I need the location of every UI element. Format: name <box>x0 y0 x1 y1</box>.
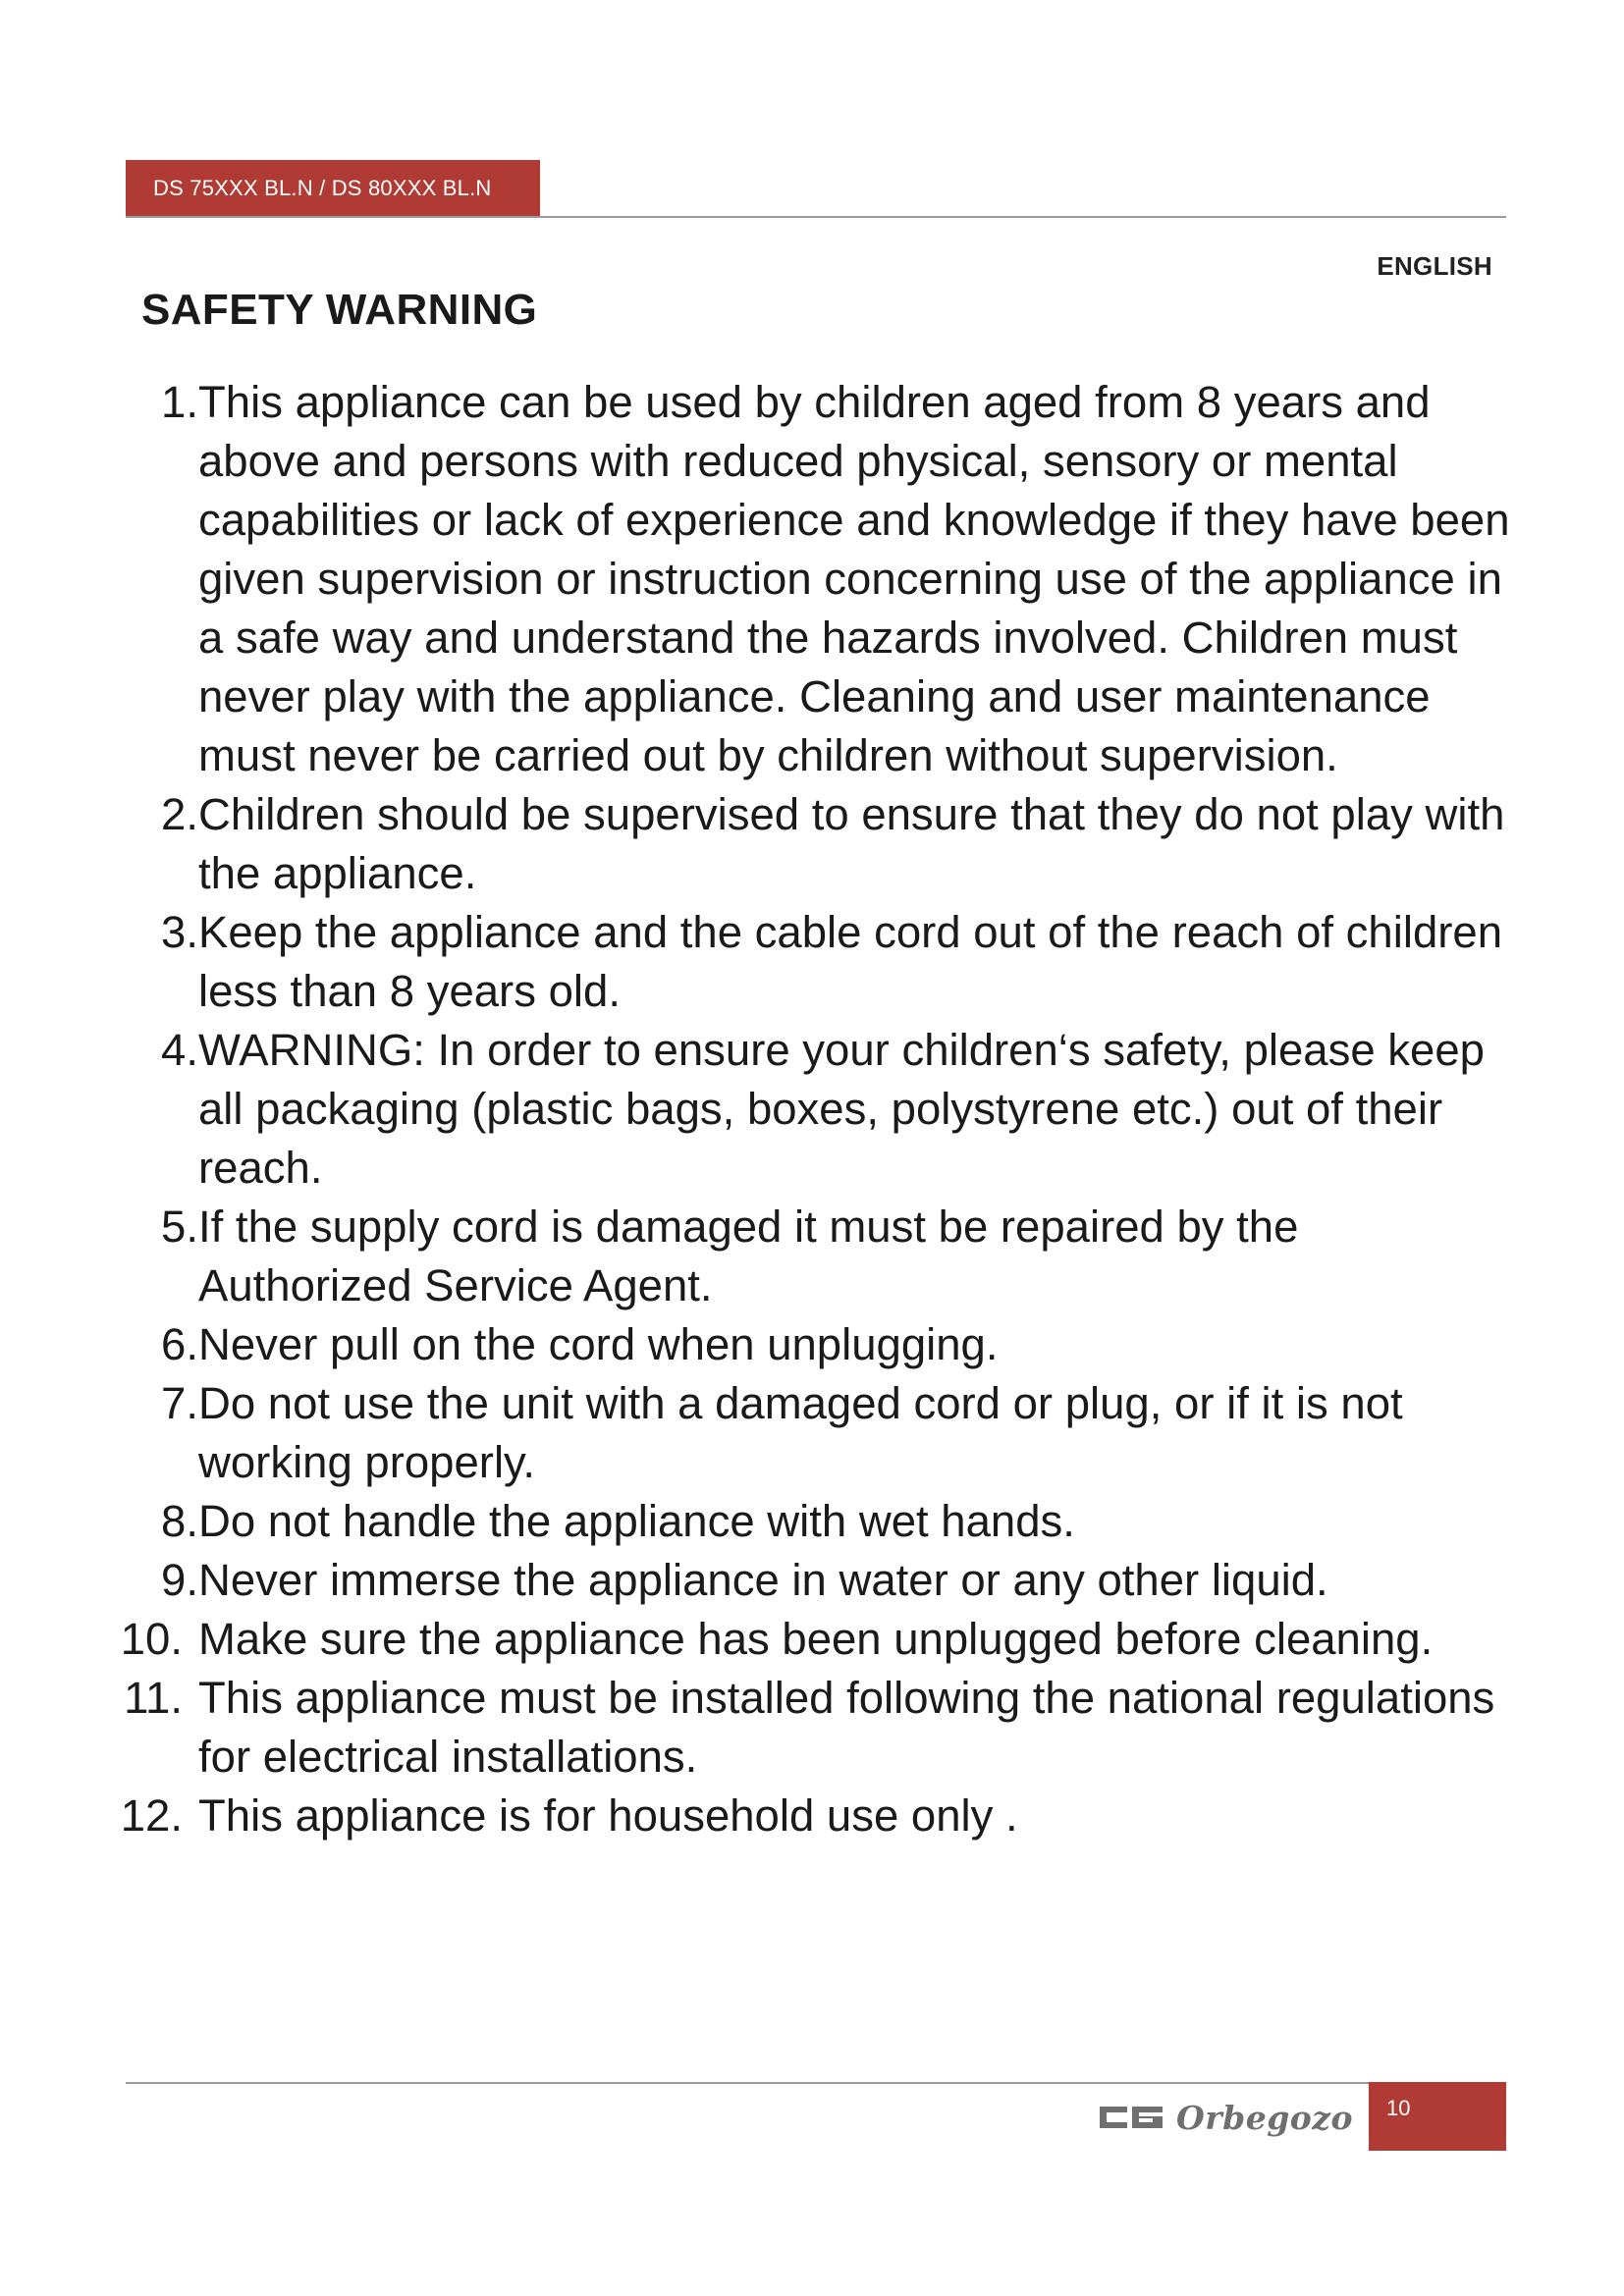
item-text: Do not use the unit with a damaged cord or plug, or if it is not working properly. <box>198 1378 1403 1487</box>
item-text: Keep the appliance and the cable cord out of the reach of children less than 8 years old. <box>198 907 1503 1016</box>
item-number: 12. <box>120 1790 183 1841</box>
item-text: Never pull on the cord when unplugging. <box>198 1319 999 1369</box>
item-text: WARNING: In order to ensure your children‘s safety, please keep all packaging (plastic bags, boxes, polystyrene etc.) out of their reach. <box>198 1025 1485 1193</box>
item-text: Children should be supervised to ensure that they do not play with the appliance. <box>198 789 1505 898</box>
header-divider <box>126 216 1506 218</box>
safety-warning-list <box>118 373 1512 1845</box>
list-item <box>118 903 1512 1021</box>
item-text: Make sure the appliance has been unplugged before cleaning. <box>198 1614 1434 1664</box>
page-title: SAFETY WARNING <box>141 286 538 334</box>
list-item <box>118 1021 1512 1198</box>
item-number: 10. <box>120 1614 183 1664</box>
item-number: 5. <box>161 1201 198 1252</box>
list-item <box>118 1610 1512 1669</box>
list-item <box>118 1374 1512 1492</box>
model-label: DS 75XXX BL.N / DS 80XXX BL.N <box>126 160 540 217</box>
item-text: Never immerse the appliance in water or any other liquid. <box>198 1555 1328 1605</box>
item-number: 7. <box>161 1378 198 1428</box>
item-number: 11. <box>124 1673 183 1723</box>
item-number: 9. <box>161 1555 198 1605</box>
list-item <box>118 785 1512 903</box>
item-text: This appliance is for household use only . <box>198 1790 1018 1841</box>
brand-logo <box>1100 2096 1355 2139</box>
page-number: 10 <box>1369 2082 1506 2151</box>
list-item <box>118 1551 1512 1610</box>
brand-mark-icon <box>1100 2103 1163 2132</box>
item-text: This appliance must be installed following the national regulations for electrical installations. <box>198 1673 1495 1782</box>
item-text: Do not handle the appliance with wet hands. <box>198 1496 1075 1546</box>
item-text: This appliance can be used by children aged from 8 years and above and persons with reduced physical, sensory or mental capabilities or lack of experience and knowledge if they have been given supervision or instruction concerning use of the appliance in a safe way and understand the hazards involved. Children must never play with the appliance. Cleaning and user maintenance must never be carried out by children without supervision. <box>198 377 1510 780</box>
item-text: If the supply cord is damaged it must be repaired by the Authorized Service Agent. <box>198 1201 1299 1310</box>
list-item <box>118 1492 1512 1551</box>
item-number: 3. <box>161 907 198 957</box>
item-number: 2. <box>161 789 198 839</box>
list-item <box>118 373 1512 785</box>
list-item <box>118 1315 1512 1374</box>
list-item <box>118 1669 1512 1787</box>
item-number: 8. <box>161 1496 198 1546</box>
list-item <box>118 1787 1512 1845</box>
list-item <box>118 1198 1512 1315</box>
item-number: 4. <box>161 1025 198 1075</box>
item-number: 6. <box>161 1319 198 1369</box>
brand-name: Orbegozo <box>1176 2098 1354 2137</box>
language-label: ENGLISH <box>1377 251 1492 281</box>
footer-divider <box>126 2082 1506 2084</box>
item-number: 1. <box>161 377 198 427</box>
